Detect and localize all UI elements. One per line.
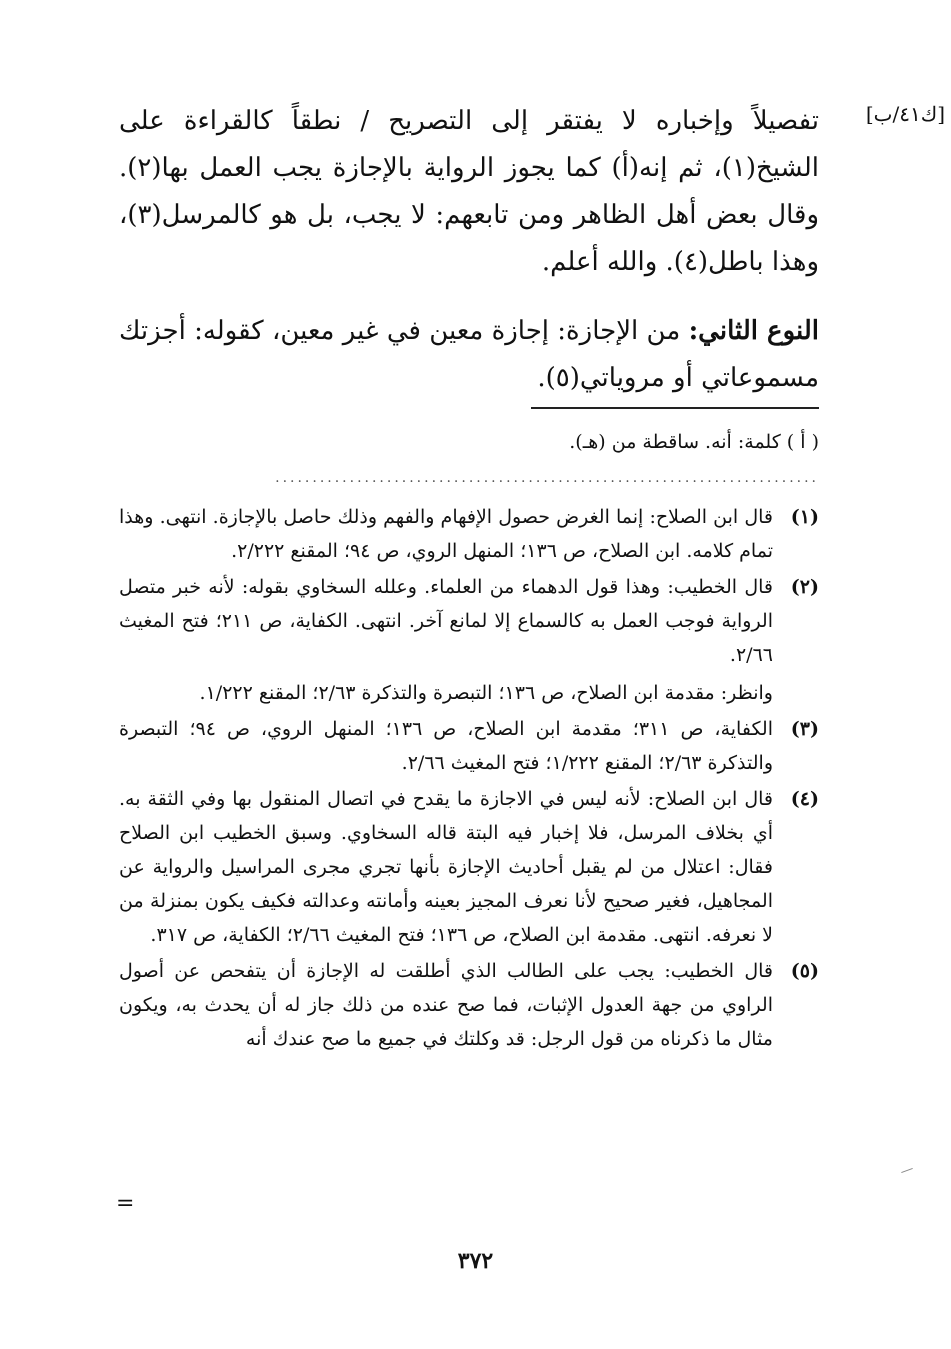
dotted-divider: ......................................................................... xyxy=(275,470,819,486)
footnotes xyxy=(119,500,819,1058)
footnote-text: قال ابن الصلاح: لأنه ليس في الاجازة ما يقدح في اتصال المنقول بها وفي الثقة به. أي بخلاف المرسل، فلا إخبار فيه البتة قاله السخاوي. وسبق الخطيب ابن الصلاح فقال: اعتلال من لم يقبل أحاديث الإجازة بأنها تجري مجرى المراسيل والرواية عن المجاهيل، فغير صحيح لأنا نعرف المجيز بعينه وأمانته وعدالته فكيف يكون بمنزلة من لا نعرفه. انتهى. مقدمة ابن الصلاح، ص ١٣٦؛ فتح المغيث ٢/٦٦؛ الكفاية، ص ٣١٧. xyxy=(119,788,773,946)
margin-folio-reference: [ك٤١/ب] xyxy=(865,102,945,126)
variant-note: ( أ ) كلمة: أنه. ساقطة من (هـ). xyxy=(569,431,819,453)
main-text xyxy=(119,98,819,402)
footnote-1 xyxy=(119,500,819,568)
footnote-number: (١) xyxy=(790,506,819,528)
footnote-number: (٣) xyxy=(790,718,819,740)
main-paragraph-2 xyxy=(119,308,819,402)
footnote-5 xyxy=(119,954,819,1056)
footnote-4 xyxy=(119,782,819,952)
page-number: ٣٧٢ xyxy=(457,1248,494,1274)
main-paragraph-1: تفصيلاً وإخباره لا يفتقر إلى التصريح / نطقاً كالقراءة على الشيخ(١)، ثم إنه(أ) كما يجوز الرواية بالإجازة يجب العمل بها(٢). وقال بعض أهل الظاهر ومن تابعهم: لا يجب، بل هو كالمرسل(٣)، وهذا باطل(٤). والله أعلم. xyxy=(119,106,820,277)
footnote-text-continued: وانظر: مقدمة ابن الصلاح، ص ١٣٦؛ التبصرة والتذكرة ٢/٦٣؛ المقنع ١/٢٢٢. xyxy=(199,682,773,704)
continuation-mark: = xyxy=(116,1191,135,1216)
footnote-3 xyxy=(119,712,819,780)
footnote-number: (٢) xyxy=(790,576,819,598)
footnote-2 xyxy=(119,570,819,710)
footnote-number: (٥) xyxy=(790,960,819,982)
section-heading: النوع الثاني: xyxy=(688,316,819,346)
footnote-text: قال الخطيب: يجب على الطالب الذي أطلقت له الإجازة أن يتفحص عن أصول الراوي من جهة العدول الإثبات، فما صح عنده من ذلك جاز له أن يحدث به، ويكون مثال ما ذكرناه من قول الرجل: قد وكلتك في جميع ما صح عندك أنه xyxy=(119,960,773,1050)
footnote-separator xyxy=(531,407,819,409)
footnote-text: الكفاية، ص ٣١١؛ مقدمة ابن الصلاح، ص ١٣٦؛ المنهل الروي، ص ٩٤؛ التبصرة والتذكرة ٢/٦٣؛ المقنع ١/٢٢٢؛ فتح المغيث ٢/٦٦. xyxy=(119,718,774,774)
scan-mark xyxy=(901,1168,913,1173)
footnote-text: قال الخطيب: وهذا قول الدهماء من العلماء. وعلله السخاوي بقوله: لأنه خبر متصل الرواية فوجب العمل به كالسماع إلا لمانع آخر. انتهى. الكفاية، ص ٢١١؛ فتح المغيث ٢/٦٦. xyxy=(119,576,774,666)
footnote-text: قال ابن الصلاح: إنما الغرض حصول الإفهام والفهم وذلك حاصل بالإجازة. انتهى. وهذا تمام كلامه. ابن الصلاح، ص ١٣٦؛ المنهل الروي، ص ٩٤؛ المقنع ٢/٢٢٢. xyxy=(119,506,773,562)
section-text: من الإجازة: إجازة معين في غير معين، كقوله: أجزتك مسموعاتي أو مروياتي(٥). xyxy=(119,316,819,393)
footnote-number: (٤) xyxy=(790,788,819,810)
